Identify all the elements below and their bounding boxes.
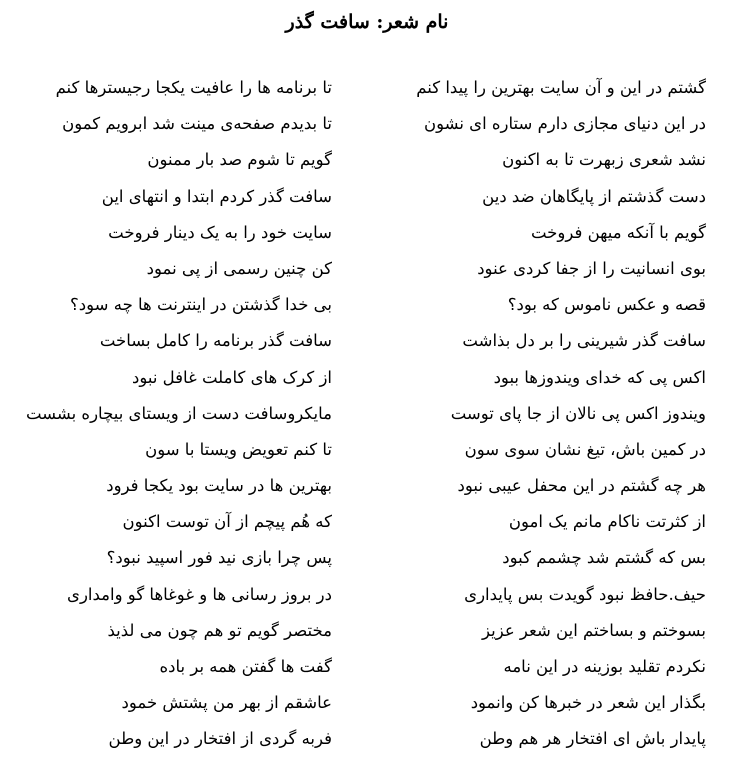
second-hemistich: سافت گذر برنامه را کامل بساخت: [99, 331, 332, 351]
first-hemistich: نشد شعری زبهرت تا به اکنون: [502, 150, 706, 170]
first-hemistich: سافت گذر شیرینی را بر دل بذاشت: [462, 331, 706, 351]
first-hemistich: گشتم در این و آن سایت بهترین را پیدا کنم: [416, 78, 706, 97]
couplet-row: [0, 729, 734, 765]
couplet-row: [0, 223, 734, 259]
couplet-row: [0, 114, 734, 150]
first-hemistich: حیف.حافظ نبود گویدت بس پایداری: [464, 584, 706, 604]
first-hemistich: گویم با آنکه میهن فروخت: [530, 222, 706, 242]
couplet-row: [0, 548, 734, 584]
couplet-row: [0, 331, 734, 367]
first-hemistich: بس که گشتم شد چشمم کبود: [502, 548, 706, 568]
first-hemistich: در کمین باش، تیغ نشان سوی سون: [464, 439, 706, 459]
first-hemistich: قصه و عکس ناموس که بود؟: [507, 295, 706, 315]
poem-body: [0, 78, 734, 766]
couplet-row: [0, 657, 734, 693]
second-hemistich: مختصر گویم تو هم چون می لذیذ: [107, 620, 332, 640]
second-hemistich: بهترین ها در سایت بود یکجا فرود: [106, 476, 332, 496]
second-hemistich: تا کنم تعویض ویستا با سون: [145, 439, 332, 459]
first-hemistich: اکس پی که خدای ویندوزها ببود: [493, 367, 706, 387]
couplet-row: [0, 693, 734, 729]
second-hemistich: گفت ها گفتن همه بر باده: [159, 657, 332, 676]
couplet-row: [0, 476, 734, 512]
first-hemistich: از کثرتت ناکام مانم یک امون: [508, 512, 706, 532]
couplet-row: [0, 259, 734, 295]
couplet-row: [0, 440, 734, 476]
second-hemistich: پس چرا بازی نید فور اسپید نبود؟: [106, 548, 332, 568]
second-hemistich: فربه گردی از افتخار در این وطن: [108, 729, 332, 749]
first-hemistich: بگذار این شعر در خبرها کن وانمود: [470, 693, 706, 713]
couplet-row: [0, 187, 734, 223]
second-hemistich: بی خدا گذشتن در اینترنت ها چه سود؟: [70, 295, 332, 315]
first-hemistich: بسوختم و بساختم این شعر عزیز: [482, 620, 706, 640]
couplet-row: [0, 295, 734, 331]
second-hemistich: گویم تا شوم صد بار ممنون: [147, 150, 332, 170]
first-hemistich: دست گذشتم از پایگاهان ضد دین: [482, 186, 706, 206]
couplet-row: [0, 404, 734, 440]
couplet-row: [0, 621, 734, 657]
second-hemistich: مایکروسافت دست از ویستای بیچاره بشست: [25, 403, 332, 423]
second-hemistich: تا برنامه ها را عافیت یکجا رجیسترها کنم: [55, 78, 332, 97]
first-hemistich: پایدار باش ای افتخار هر هم وطن: [479, 729, 706, 749]
poem-title: نام شعر: سافت گذر: [285, 11, 449, 33]
couplet-row: [0, 585, 734, 621]
couplet-row: [0, 78, 734, 114]
couplet-row: [0, 368, 734, 404]
second-hemistich: تا بدیدم صفحه‌ی مینت شد ابرویم کمون: [62, 114, 332, 134]
couplet-row: [0, 512, 734, 548]
first-hemistich: در این دنیای مجازی دارم ستاره ای نشون: [423, 114, 706, 134]
first-hemistich: ویندوز اکس پی نالان از جا پای توست: [450, 403, 706, 423]
first-hemistich: بوی انسانیت را از جفا کردی عنود: [477, 258, 706, 278]
second-hemistich: سایت خود را به یک دینار فروخت: [108, 222, 332, 242]
first-hemistich: هر چه گشتم در این محفل عیبی نبود: [457, 476, 706, 496]
second-hemistich: سافت گذر کردم ابتدا و انتهای این: [101, 186, 332, 206]
second-hemistich: که هُم پیچم از آن توست اکنون: [122, 512, 332, 532]
couplet-row: [0, 150, 734, 186]
second-hemistich: در بروز رسانی ها و غوغاها گو وامداری: [67, 584, 332, 604]
second-hemistich: عاشقم از بهر من پشتش خمود: [121, 693, 332, 713]
first-hemistich: نکردم تقلید بوزینه در این نامه: [503, 657, 706, 676]
second-hemistich: از کرک های کاملت غافل نبود: [131, 367, 332, 387]
second-hemistich: کن چنین رسمی از پی نمود: [146, 258, 332, 278]
